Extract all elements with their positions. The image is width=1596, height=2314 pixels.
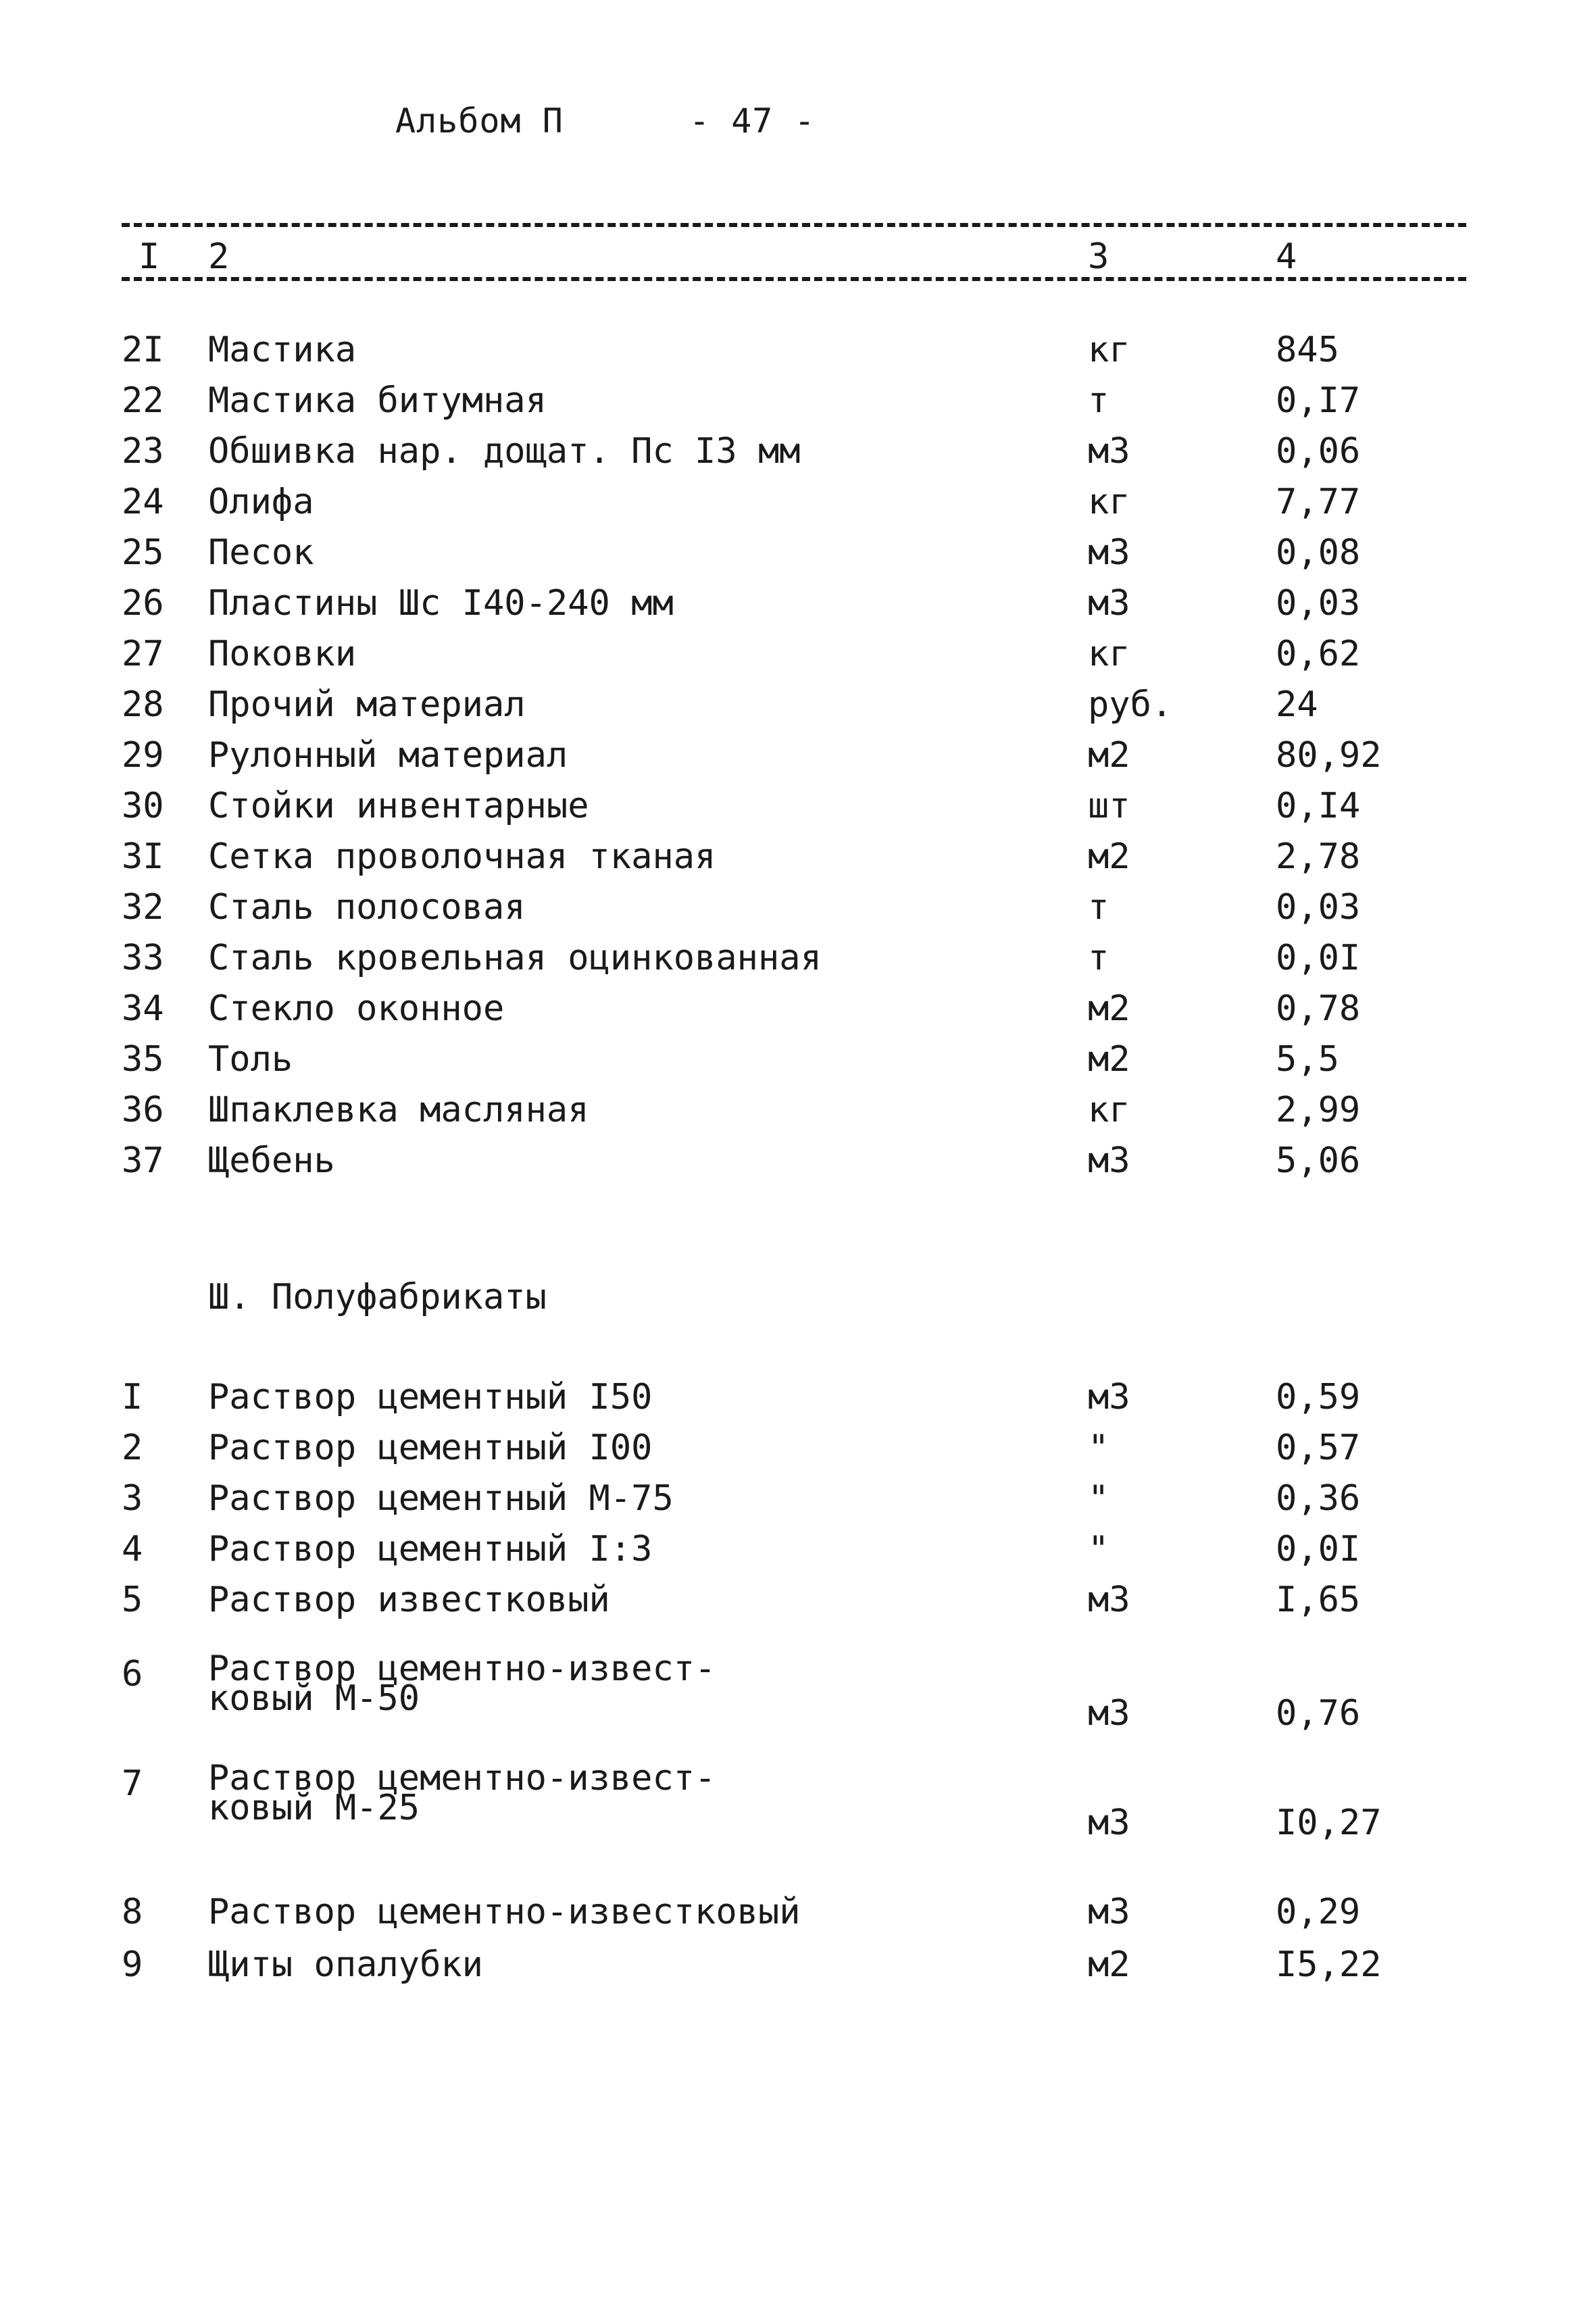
row-number: 23 [122,431,164,472]
row-quantity: 0,I4 [1276,786,1361,826]
row-name: Шпаклевка масляная [208,1090,589,1130]
row-name-continuation: ковый М-25 [208,1788,420,1828]
row-name: Олифа [208,482,314,522]
row-unit: м3 [1088,1693,1130,1734]
table-row [0,887,1596,937]
row-quantity: 0,0I [1276,1529,1361,1569]
row-unit: кг [1088,482,1130,522]
row-number: 24 [122,482,164,522]
row-number: 35 [122,1039,164,1080]
row-quantity: I0,27 [1276,1803,1382,1843]
row-quantity: 0,36 [1276,1478,1361,1519]
row-number: 32 [122,887,164,928]
row-quantity: 0,03 [1276,887,1361,928]
table-row [0,482,1596,532]
album-title: Альбом П [395,101,564,141]
section-title: Ш. Полуфабрикаты [208,1277,547,1317]
row-unit: " [1088,1529,1109,1569]
row-quantity: 0,08 [1276,532,1361,573]
row-unit: шт [1088,786,1130,826]
row-quantity: 5,5 [1276,1039,1339,1080]
row-name: Раствор цементный I00 [208,1428,653,1468]
row-number: 26 [122,583,164,624]
row-number: 3I [122,836,164,877]
row-name: Раствор цементный I50 [208,1377,653,1417]
column-header-4: 4 [1276,236,1297,277]
row-name: Поковки [208,634,357,674]
row-quantity: 845 [1276,330,1339,370]
row-unit: " [1088,1428,1109,1468]
row-number: 33 [122,938,164,978]
row-number: 27 [122,634,164,674]
row-name: Щебень [208,1140,335,1181]
row-unit: м2 [1088,735,1130,776]
row-quantity: 0,06 [1276,431,1361,472]
row-number: 22 [122,380,164,421]
row-number: 37 [122,1140,164,1181]
row-name: Мастика [208,330,357,370]
table-header-rule [122,277,1466,281]
column-header-3: 3 [1088,236,1109,277]
row-unit: м3 [1088,1580,1130,1620]
row-number: 28 [122,684,164,725]
row-unit: кг [1088,1090,1130,1130]
table-row [0,735,1596,785]
row-unit: кг [1088,330,1130,370]
row-quantity: 0,0I [1276,938,1361,978]
row-name: Сталь кровельная оцинкованная [208,938,822,978]
column-header-2: 2 [208,236,230,277]
table-row [0,786,1596,836]
row-quantity: 7,77 [1276,482,1361,522]
row-name: Песок [208,532,314,573]
row-number: 2 [122,1428,143,1468]
row-unit: т [1088,380,1109,421]
row-name: Щиты опалубки [208,1944,483,1985]
row-name: Раствор цементно-известковый [208,1892,801,1932]
row-quantity: 0,I7 [1276,380,1361,421]
page-number: - 47 - [689,101,816,141]
row-unit: т [1088,887,1109,928]
row-unit: м3 [1088,1377,1130,1417]
table-row [0,1090,1596,1140]
row-number: 5 [122,1580,143,1620]
row-number: 6 [122,1654,143,1694]
row-name: Раствор цементный М-75 [208,1478,674,1519]
row-name: Мастика битумная [208,380,547,421]
column-header-1: I [139,236,160,277]
table-row [0,836,1596,886]
row-quantity: 0,03 [1276,583,1361,624]
table-row [0,634,1596,684]
table-row [0,938,1596,988]
row-name: Раствор известковый [208,1580,610,1620]
row-quantity: 2,99 [1276,1090,1361,1130]
table-row [0,380,1596,430]
table-row [0,1039,1596,1089]
row-unit: м3 [1088,431,1130,472]
row-quantity: 2,78 [1276,836,1361,877]
row-unit: кг [1088,634,1130,674]
row-name: Стекло оконное [208,988,505,1029]
row-unit: м3 [1088,583,1130,624]
row-number: 34 [122,988,164,1029]
row-quantity: 0,78 [1276,988,1361,1029]
table-row [0,1140,1596,1190]
row-unit: м3 [1088,532,1130,573]
row-quantity: 24 [1276,684,1318,725]
row-name: Раствор цементно-извест- [208,1758,716,1799]
row-number: 2I [122,330,164,370]
table-row [0,583,1596,633]
row-unit: руб. [1088,684,1173,725]
row-unit: м2 [1088,836,1130,877]
row-unit: " [1088,1478,1109,1519]
row-name: Сетка проволочная тканая [208,836,716,877]
table-row [0,988,1596,1038]
table-top-rule [122,223,1466,227]
row-quantity: 0,76 [1276,1693,1361,1734]
row-number: 8 [122,1892,143,1932]
row-number: 4 [122,1529,143,1569]
row-quantity: I5,22 [1276,1944,1382,1985]
row-quantity: 0,59 [1276,1377,1361,1417]
row-name: Раствор цементно-извест- [208,1649,716,1689]
row-number: 7 [122,1763,143,1804]
row-unit: м2 [1088,988,1130,1029]
table-row [0,431,1596,481]
row-name: Стойки инвентарные [208,786,589,826]
row-unit: т [1088,938,1109,978]
row-unit: м3 [1088,1140,1130,1181]
row-quantity: 0,29 [1276,1892,1361,1932]
row-name: Пластины Шс I40-240 мм [208,583,674,624]
row-name: Обшивка нар. дощат. Пс I3 мм [208,431,801,472]
table-row [0,684,1596,734]
row-quantity: 80,92 [1276,735,1382,776]
row-number: 29 [122,735,164,776]
row-name-continuation: ковый М-50 [208,1678,420,1719]
row-name: Раствор цементный I:3 [208,1529,653,1569]
row-number: 3 [122,1478,143,1519]
row-quantity: 5,06 [1276,1140,1361,1181]
row-number: I [122,1377,143,1417]
row-name: Толь [208,1039,293,1080]
row-quantity: I,65 [1276,1580,1361,1620]
table-row [0,330,1596,380]
row-name: Рулонный материал [208,735,568,776]
row-number: 36 [122,1090,164,1130]
row-unit: м2 [1088,1944,1130,1985]
row-name: Сталь полосовая [208,887,526,928]
row-unit: м3 [1088,1803,1130,1843]
row-number: 25 [122,532,164,573]
row-quantity: 0,57 [1276,1428,1361,1468]
row-number: 30 [122,786,164,826]
row-unit: м3 [1088,1892,1130,1932]
row-number: 9 [122,1944,143,1985]
row-quantity: 0,62 [1276,634,1361,674]
row-name: Прочий материал [208,684,526,725]
table-row [0,532,1596,582]
row-unit: м2 [1088,1039,1130,1080]
